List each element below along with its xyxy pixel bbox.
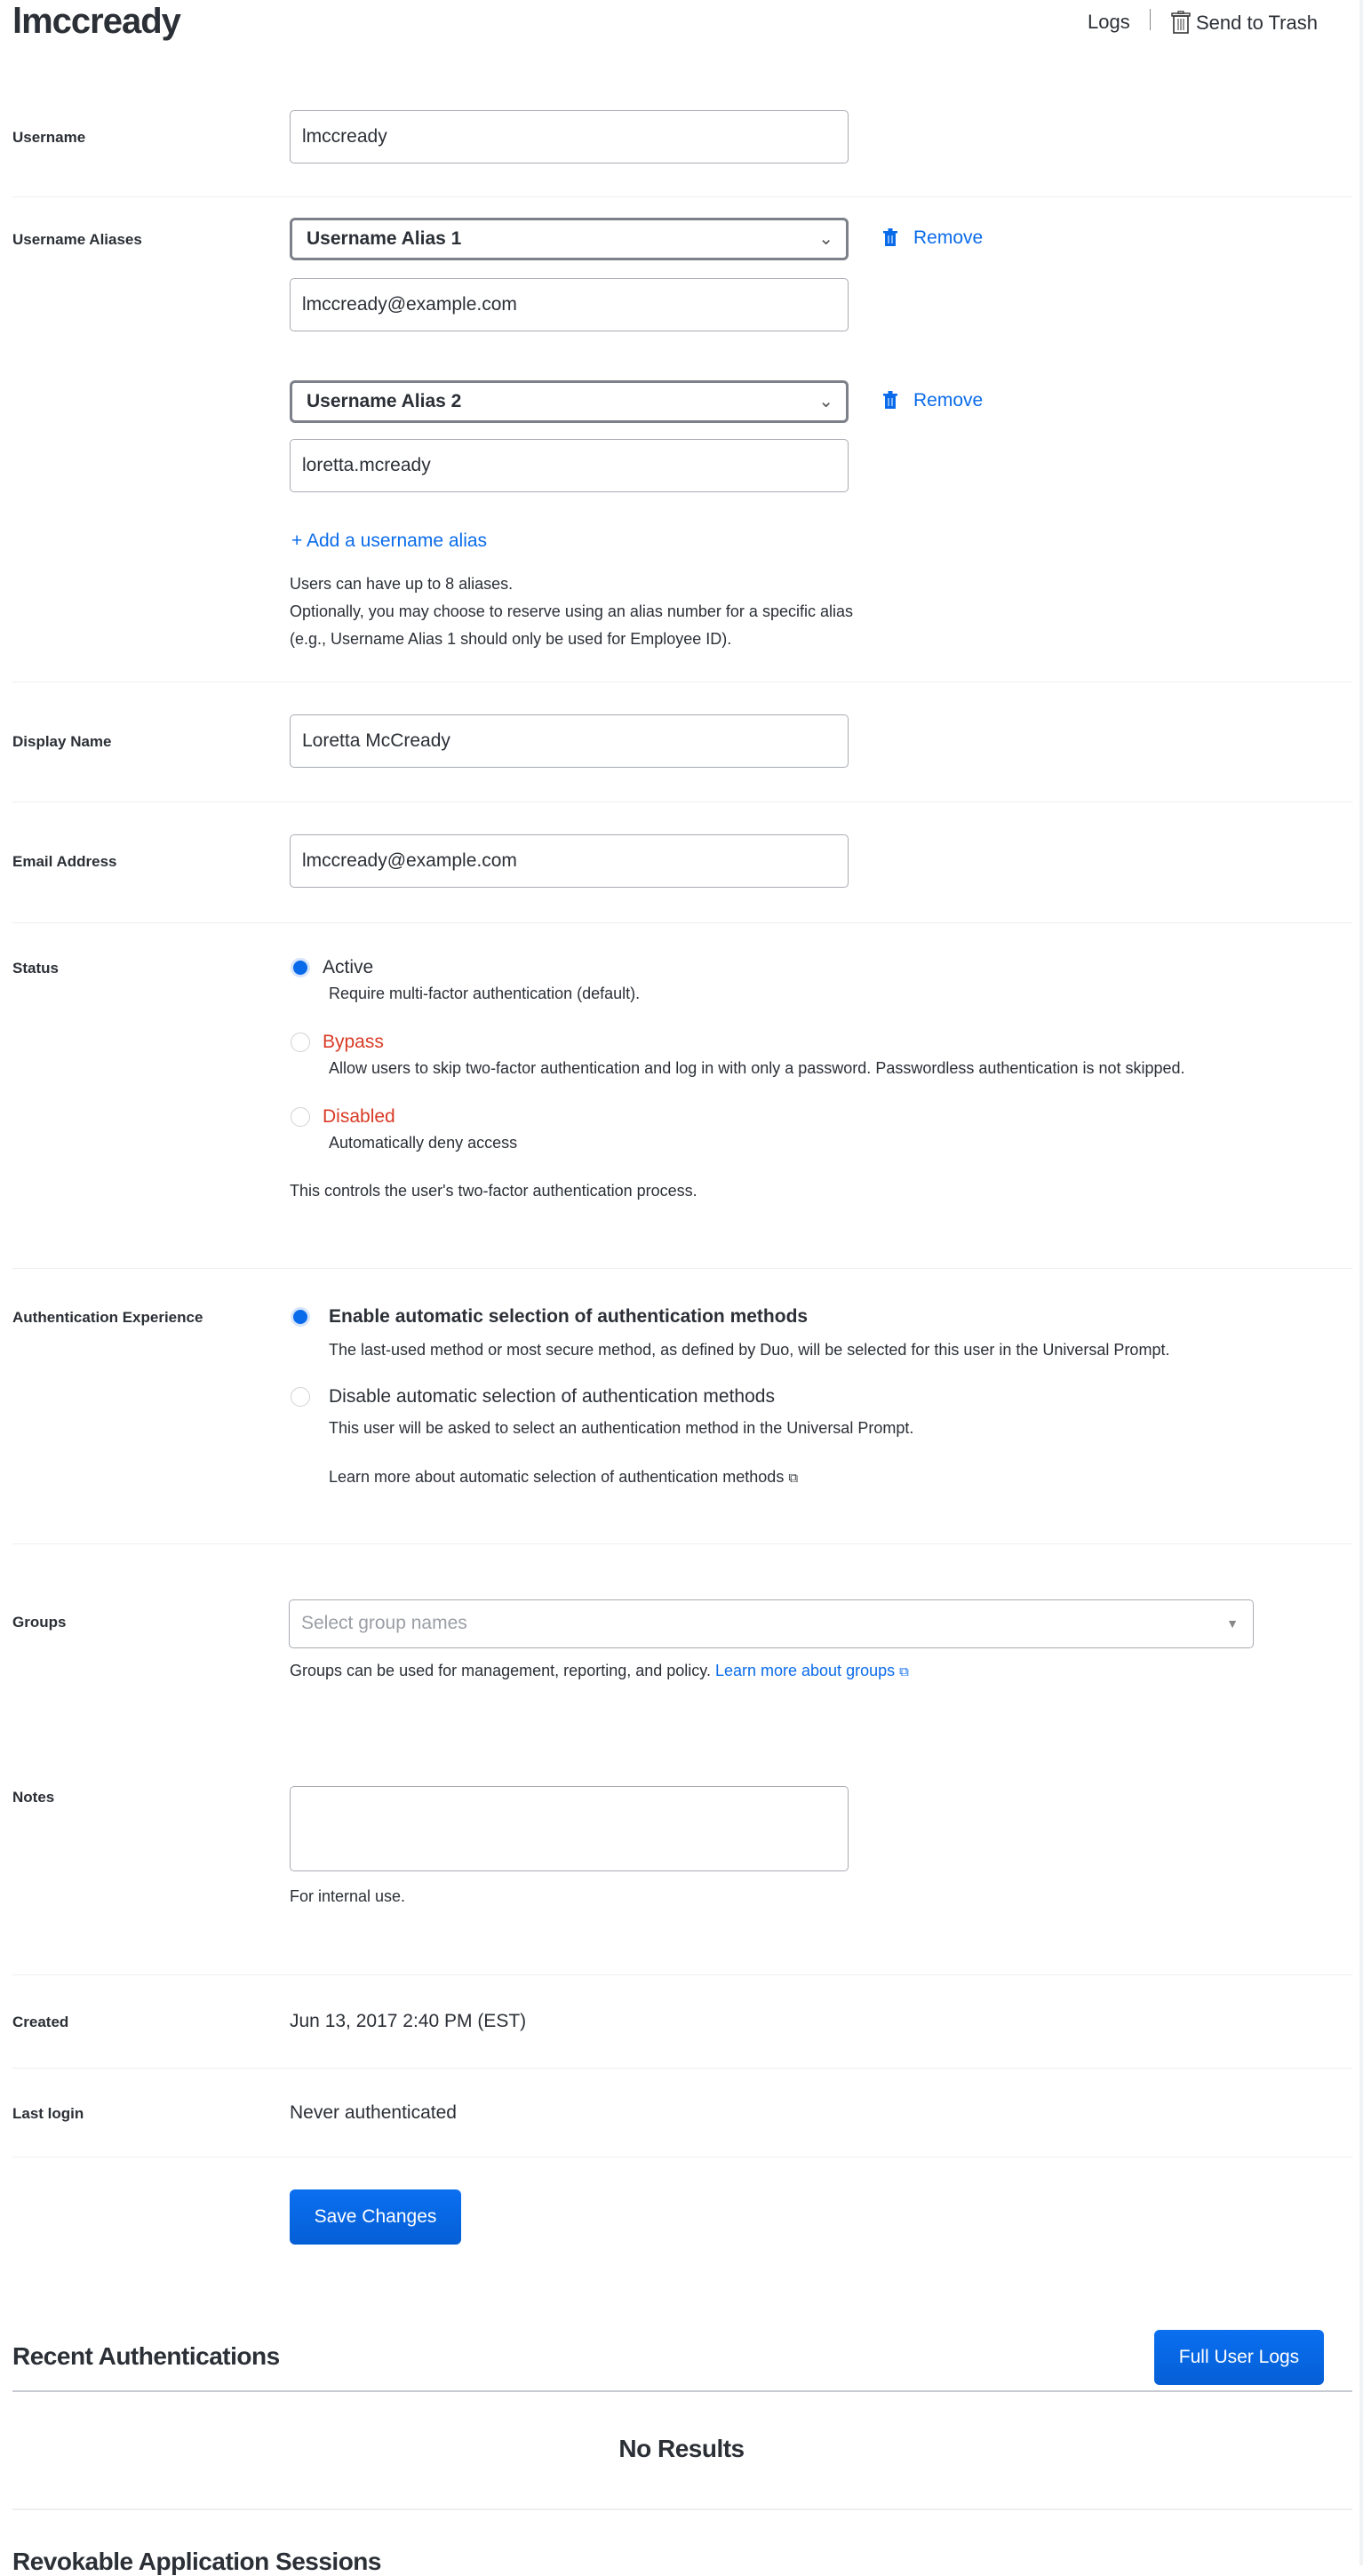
notes-label: Notes — [12, 1789, 55, 1806]
divider — [12, 922, 1352, 923]
external-link-icon: ⧉ — [788, 1471, 799, 1486]
remove-alias-1-button[interactable] — [883, 227, 983, 249]
add-username-alias-link[interactable]: + Add a username alias — [291, 530, 488, 551]
logs-link[interactable]: Logs — [1088, 11, 1130, 33]
notes-textarea[interactable] — [290, 1786, 849, 1871]
auto-select-enable-desc: The last-used method or most secure method, as defined by Duo, will be selected for this user in the Universal Prompt. — [329, 1341, 1170, 1359]
divider — [12, 2068, 1352, 2069]
caret-down-icon: ▼ — [1226, 1616, 1239, 1631]
trash-icon — [1171, 11, 1191, 34]
alias-1-input[interactable]: lmccready@example.com — [290, 278, 849, 331]
divider — [1150, 9, 1151, 30]
groups-select[interactable] — [289, 1599, 1254, 1648]
divider — [12, 1974, 1352, 1975]
learn-more-label: Learn more about automatic selection of authentication methods — [329, 1468, 785, 1486]
help-line: Optionally, you may choose to reserve using an alias number for a specific alias — [290, 602, 853, 620]
status-bypass-radio[interactable] — [291, 1033, 310, 1052]
email-label: Email Address — [12, 853, 117, 870]
page-title: lmccready — [12, 2, 180, 41]
status-bypass-desc: Allow users to skip two-factor authentication and log in with only a password. Passwordless authentication is not skipped. — [329, 1059, 1185, 1077]
status-help: This controls the user's two-factor authentication process. — [290, 1182, 697, 1200]
last-login-label: Last login — [12, 2105, 84, 2122]
divider — [12, 2390, 1352, 2392]
chevron-down-icon: ⌄ — [818, 392, 833, 411]
remove-alias-2-button[interactable] — [883, 390, 983, 411]
alias-2-select[interactable] — [290, 380, 849, 423]
display-name-label: Display Name — [12, 733, 112, 750]
send-to-trash-label: Send to Trash — [1196, 12, 1318, 34]
status-bypass-label: Bypass — [323, 1032, 384, 1052]
divider — [12, 2508, 1352, 2510]
auto-select-enable-label: Enable automatic selection of authentication methods — [329, 1306, 809, 1327]
status-active-desc: Require multi-factor authentication (default). — [329, 985, 641, 1002]
help-line: Users can have up to 8 aliases. — [290, 575, 514, 593]
alias-2-select-value: Username Alias 2 — [307, 391, 462, 411]
created-label: Created — [12, 2014, 69, 2030]
learn-more-groups-link[interactable]: Learn more about groups — [714, 1662, 896, 1679]
display-name-input[interactable]: Loretta McCready — [290, 714, 849, 768]
divider — [12, 1543, 1352, 1544]
learn-more-auto-selection-link[interactable] — [329, 1468, 798, 1487]
last-login-value: Never authenticated — [290, 2102, 457, 2123]
auto-select-disable-label: Disable automatic selection of authentication methods — [329, 1386, 775, 1407]
username-label: Username — [12, 129, 86, 146]
email-input[interactable]: lmccready@example.com — [290, 834, 849, 888]
groups-help-text: Groups can be used for management, reporting, and policy. — [290, 1662, 711, 1679]
no-results-text: No Results — [618, 2435, 745, 2462]
send-to-trash-button[interactable] — [1171, 11, 1318, 35]
divider — [12, 196, 1352, 197]
trash-icon — [883, 391, 897, 409]
help-line: (e.g., Username Alias 1 should only be used for Employee ID). — [290, 630, 732, 648]
status-disabled-radio[interactable] — [291, 1107, 310, 1127]
status-active-label: Active — [323, 957, 374, 977]
notes-help: For internal use. — [290, 1887, 406, 1905]
status-active-radio[interactable] — [291, 958, 310, 977]
auto-select-enable-radio[interactable] — [291, 1307, 310, 1327]
recent-authentications-heading: Recent Authentications — [12, 2342, 280, 2370]
auth-experience-label: Authentication Experience — [12, 1309, 203, 1326]
status-disabled-label: Disabled — [323, 1106, 395, 1127]
full-user-logs-button[interactable]: Full User Logs — [1154, 2330, 1324, 2385]
groups-help — [290, 1662, 909, 1680]
remove-label: Remove — [913, 390, 984, 411]
username-input[interactable]: lmccready — [290, 110, 849, 163]
external-link-icon: ⧉ — [899, 1664, 909, 1679]
created-value: Jun 13, 2017 2:40 PM (EST) — [290, 2011, 527, 2031]
username-aliases-label: Username Aliases — [12, 231, 142, 248]
divider — [12, 1268, 1352, 1269]
alias-1-select[interactable] — [290, 218, 849, 260]
scrollbar[interactable] — [1359, 0, 1363, 2565]
aliases-help — [290, 570, 853, 653]
alias-2-input[interactable]: loretta.mcready — [290, 439, 849, 492]
auto-select-disable-radio[interactable] — [291, 1387, 310, 1407]
remove-label: Remove — [913, 227, 984, 248]
auto-select-disable-desc: This user will be asked to select an authentication method in the Universal Prompt. — [329, 1419, 914, 1437]
trash-icon — [883, 228, 897, 246]
groups-label: Groups — [12, 1614, 67, 1631]
chevron-down-icon: ⌄ — [818, 229, 833, 249]
status-disabled-desc: Automatically deny access — [329, 1134, 518, 1152]
save-changes-button[interactable]: Save Changes — [290, 2189, 461, 2245]
alias-1-select-value: Username Alias 1 — [307, 228, 462, 249]
groups-placeholder: Select group names — [301, 1613, 467, 1633]
revokable-sessions-heading: Revokable Application Sessions — [12, 2548, 381, 2575]
status-label: Status — [12, 960, 59, 977]
